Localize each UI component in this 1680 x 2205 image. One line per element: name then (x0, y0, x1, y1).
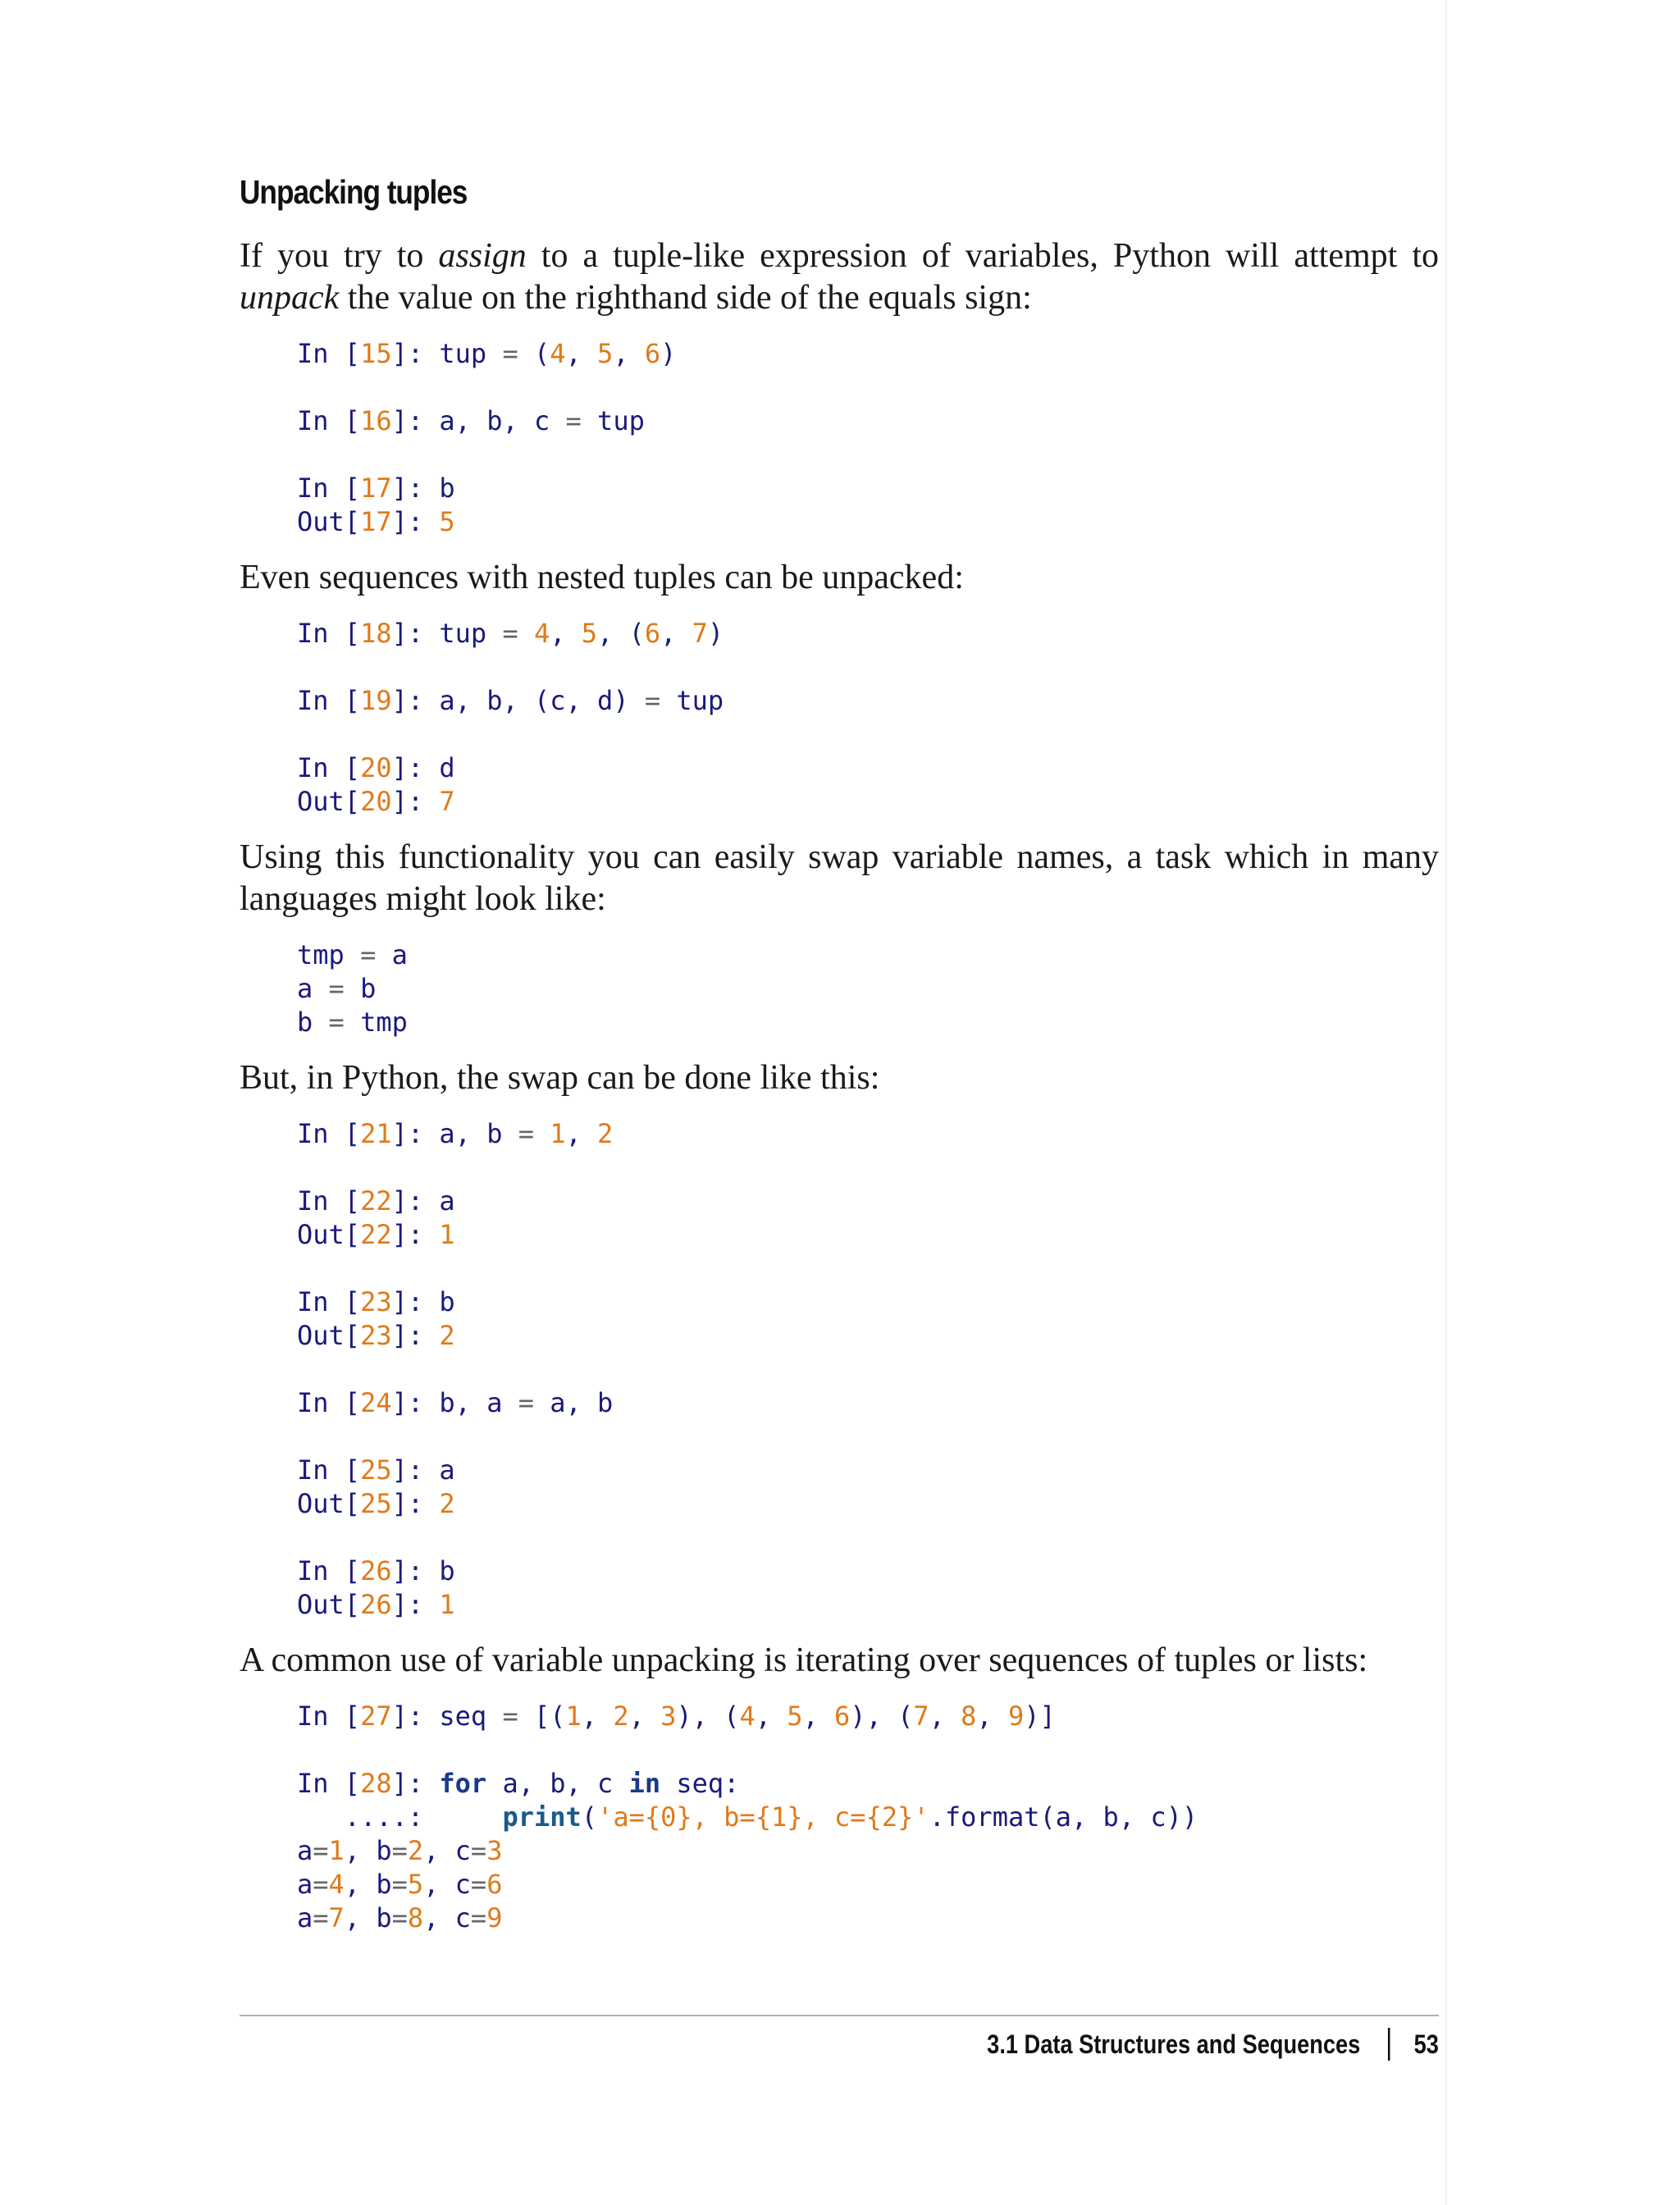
paragraph-text: to a tuple-like expression of variables, Python will attempt to (526, 237, 1439, 275)
code-line: b = tmp (297, 1007, 408, 1038)
code-block-tuple-unpack (297, 337, 1439, 539)
section-heading: Unpacking tuples (240, 173, 468, 211)
code-block-nested-unpack (297, 617, 1439, 819)
code-line: a = b (297, 973, 377, 1004)
paragraph-assign-unpack (240, 235, 1439, 319)
code-line: In [26]: b (297, 1555, 455, 1586)
code-line: In [24]: b, a = a, b (297, 1387, 614, 1418)
page-margin-shadow (1445, 0, 1447, 2205)
code-line: In [20]: d (297, 752, 455, 783)
code-line: Out[20]: 7 (297, 786, 455, 817)
code-line: tmp = a (297, 939, 408, 970)
code-block-python-swap (297, 1117, 1439, 1622)
code-line: In [28]: for a, b, c in seq: (297, 1768, 740, 1799)
code-line: a=4, b=5, c=6 (297, 1869, 503, 1900)
page-footer (987, 2028, 1439, 2061)
code-line: In [15]: tup = (4, 5, 6) (297, 338, 677, 369)
code-blank-line (297, 1252, 1439, 1285)
paragraph-nested-tuples: Even sequences with nested tuples can be unpacked: (240, 559, 964, 596)
code-blank-line (297, 718, 1439, 751)
paragraph-text: the value on the righthand side of the equals sign: (339, 279, 1032, 317)
code-blank-line (297, 438, 1439, 472)
code-line: In [22]: a (297, 1185, 455, 1217)
footer-section-title: 3.1 Data Structures and Sequences (987, 2029, 1361, 2059)
emphasis-unpack: unpack (240, 279, 340, 317)
code-blank-line (297, 1353, 1439, 1386)
code-line: In [19]: a, b, (c, d) = tup (297, 685, 724, 716)
code-line: In [17]: b (297, 472, 455, 504)
code-line: In [18]: tup = 4, 5, (6, 7) (297, 618, 724, 649)
code-line: Out[17]: 5 (297, 506, 455, 537)
page-content (240, 168, 1439, 1953)
paragraph-text: If you try to (240, 237, 439, 275)
code-line: a=7, b=8, c=9 (297, 1902, 503, 1933)
footer-page-number: 53 (1413, 2029, 1439, 2059)
footer-separator (1388, 2028, 1390, 2061)
code-line: ....: print('a={0}, b={1}, c={2}'.format(a, b, c)) (297, 1801, 1198, 1833)
code-line: Out[22]: 1 (297, 1219, 455, 1250)
code-blank-line (297, 651, 1439, 684)
code-block-seq-loop (297, 1700, 1439, 1935)
code-blank-line (297, 371, 1439, 404)
code-line: In [16]: a, b, c = tup (297, 405, 645, 436)
emphasis-assign: assign (438, 237, 527, 275)
paragraph-iterating: A common use of variable unpacking is iterating over sequences of tuples or lists: (240, 1641, 1368, 1679)
code-line: Out[23]: 2 (297, 1320, 455, 1351)
code-blank-line (297, 1420, 1439, 1454)
code-blank-line (297, 1151, 1439, 1185)
code-blank-line (297, 1733, 1439, 1767)
code-line: a=1, b=2, c=3 (297, 1835, 503, 1866)
code-line: In [27]: seq = [(1, 2, 3), (4, 5, 6), (7, 8, 9)] (297, 1701, 1056, 1732)
code-line: Out[25]: 2 (297, 1488, 455, 1519)
code-blank-line (297, 1521, 1439, 1554)
paragraph-swap-intro: Using this functionality you can easily swap variable names, a task which in many languages might look like: (240, 838, 1439, 918)
footer-rule (240, 2015, 1439, 2016)
code-line: In [23]: b (297, 1286, 455, 1317)
code-block-tmp-swap (297, 938, 1439, 1039)
code-line: In [21]: a, b = 1, 2 (297, 1118, 614, 1149)
code-line: Out[26]: 1 (297, 1589, 455, 1620)
paragraph-python-swap: But, in Python, the swap can be done like this: (240, 1059, 880, 1097)
code-line: In [25]: a (297, 1454, 455, 1486)
